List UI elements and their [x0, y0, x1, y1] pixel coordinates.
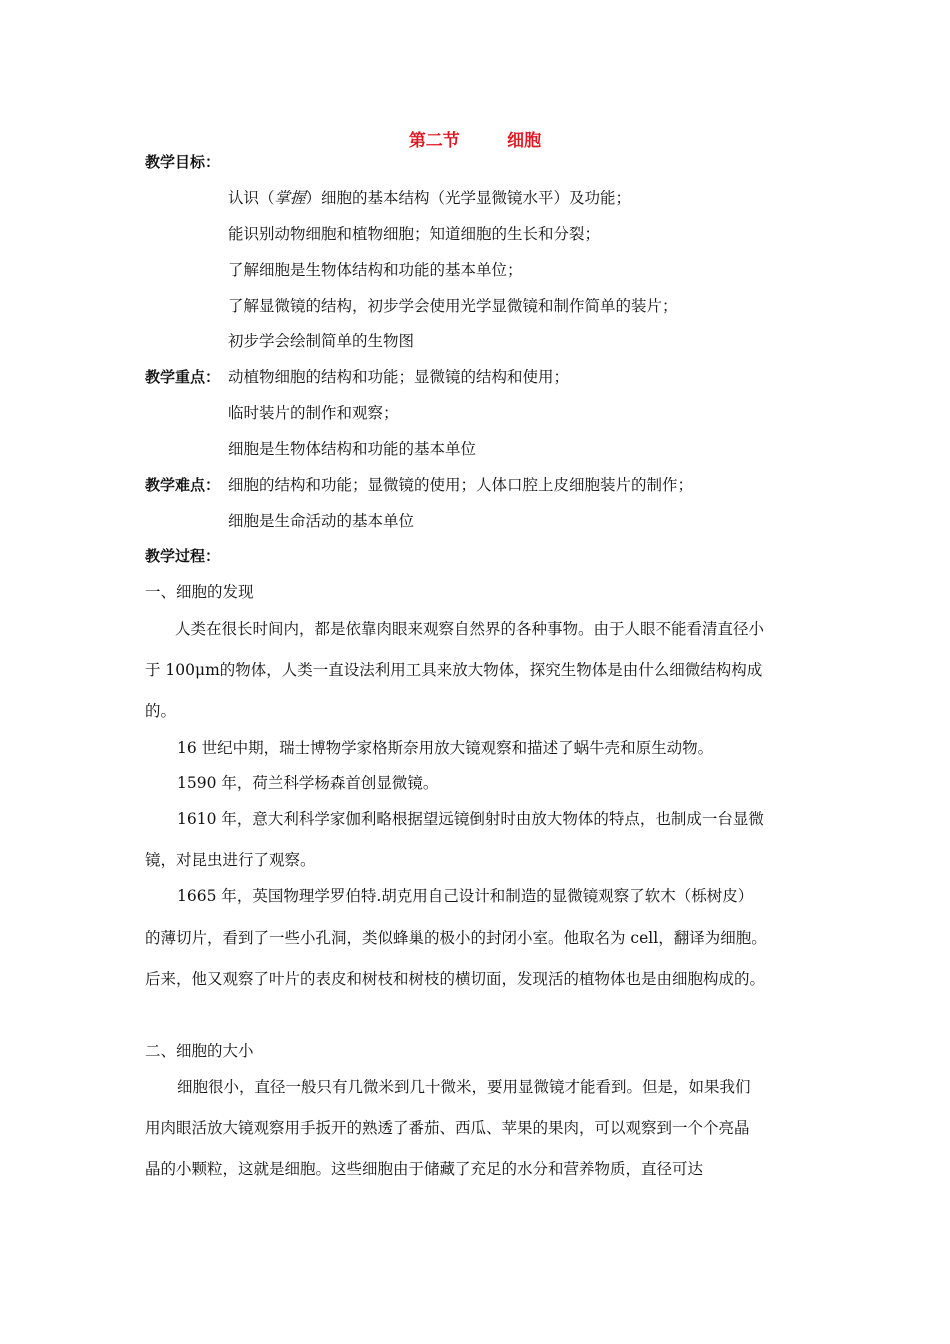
- objective-item: [228, 188, 631, 208]
- objective-item: 能识别动物细胞和植物细胞；知道细胞的生长和分裂；: [228, 225, 601, 243]
- paragraph-line: 人类在很长时间内，都是依靠肉眼来观察自然界的各种事物。由于人眼不能看清直径小: [175, 620, 765, 638]
- paragraph-line: 晶的小颗粒，这就是细胞。这些细胞由于储藏了充足的水分和营养物质，直径可达: [145, 1160, 704, 1178]
- objective-text-part: 认识（: [228, 189, 275, 207]
- objective-item: 初步学会绘制简单的生物图: [228, 332, 415, 350]
- paragraph-line: 的。: [145, 702, 177, 720]
- paragraph-line: 细胞很小，直径一般只有几微米到几十微米，要用显微镜才能看到。但是，如果我们: [177, 1078, 751, 1096]
- process-label: 教学过程：: [145, 547, 221, 565]
- objective-item: 了解细胞是生物体结构和功能的基本单位；: [228, 261, 523, 279]
- key-point-item: 动植物细胞的结构和功能；显微镜的结构和使用；: [228, 368, 570, 386]
- paragraph-line: 16 世纪中期，瑞士博物学家格斯奈用放大镜观察和描述了蜗牛壳和原生动物。: [177, 739, 714, 757]
- paragraph-line: 于 100μm的物体，人类一直设法利用工具来放大物体，探究生物体是由什么细微结构构成: [145, 661, 763, 679]
- objective-item: 了解显微镜的结构，初步学会使用光学显微镜和制作简单的装片；: [228, 297, 678, 315]
- key-point-item: 细胞是生物体结构和功能的基本单位: [228, 440, 477, 458]
- paragraph-line: 的薄切片，看到了一些小孔洞，类似蜂巢的极小的封闭小室。他取名为 cell，翻译为细胞。: [145, 929, 767, 947]
- paragraph-line: 后来，他又观察了叶片的表皮和树枝和树枝的横切面，发现活的植物体也是由细胞构成的。: [145, 970, 766, 988]
- difficulty-item: 细胞的结构和功能；显微镜的使用；人体口腔上皮细胞装片的制作；: [228, 476, 694, 494]
- paragraph-line: 用肉眼活放大镜观察用手扳开的熟透了番茄、西瓜、苹果的果肉，可以观察到一个个亮晶: [145, 1119, 750, 1137]
- key-points-label: 教学重点：: [145, 368, 221, 386]
- objectives-label: 教学目标：: [145, 153, 221, 171]
- paragraph-line: 1665 年，英国物理学罗伯特.胡克用自己设计和制造的显微镜观察了软木（栎树皮）: [177, 887, 754, 905]
- difficulties-label: 教学难点：: [145, 476, 221, 494]
- difficulty-item: 细胞是生命活动的基本单位: [228, 512, 415, 530]
- key-point-item: 临时装片的制作和观察；: [228, 404, 399, 422]
- objective-text-part: ）细胞的基本结构（光学显微镜水平）及功能；: [305, 189, 632, 207]
- paragraph-line: 1610 年，意大利科学家伽利略根据望远镜倒射时由放大物体的特点，也制成一台显微: [177, 810, 764, 828]
- page-title: 第二节 细胞: [408, 131, 542, 151]
- paragraph-line: 1590 年，荷兰科学杨森首创显微镜。: [177, 774, 439, 792]
- section-heading: 二、细胞的大小: [145, 1042, 254, 1060]
- paragraph-line: 镜，对昆虫进行了观察。: [145, 851, 316, 869]
- section-heading: 一、细胞的发现: [145, 583, 254, 601]
- objective-emphasis: 掌握: [274, 189, 306, 207]
